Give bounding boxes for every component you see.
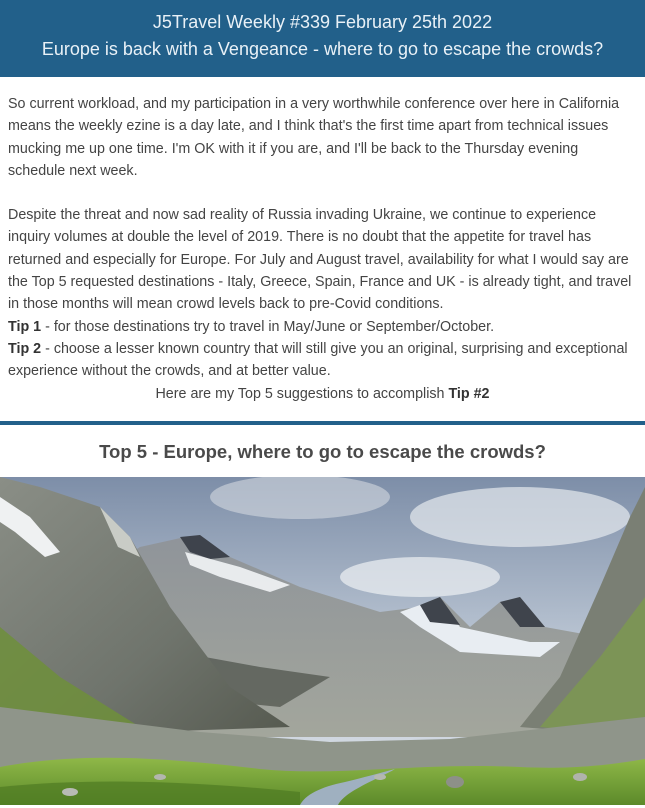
section-title: Top 5 - Europe, where to go to escape the crowds?: [99, 440, 546, 462]
newsletter-header: [0, 0, 645, 77]
suggestions-text: Here are my Top 5 suggestions to accomplish: [155, 385, 449, 402]
intro-body: [0, 77, 645, 405]
hero-image-mountain-valley[interactable]: [0, 477, 645, 805]
suggestions-bold: Tip #2: [448, 385, 490, 402]
tip-1-label: Tip 1: [8, 318, 42, 335]
intro-paragraph-2: Despite the threat and now sad reality of Russia invading Ukraine, we continue to experience inquiry volumes at double the level of 2019. There is no doubt that the appetite for travel has returned and especially for Europe. For July and August travel, availability for what I would say are the Top 5 requested destinations - Italy, Greece, Spain, France and UK - is already tight, and travel in those months will mean crowd levels back to pre-Covid conditions.: [8, 207, 632, 313]
tip-2: [8, 338, 637, 383]
tip-1: [8, 316, 637, 338]
intro-paragraph-1: So current workload, and my participation in a very worthwhile conference over here in California means the weekly ezine is a day late, and I think that's the first time apart from technical issues mucking me up one time. I'm OK with it if you are, and I'll be back to the Thursday evening schedule next week.: [8, 96, 620, 179]
landscape-illustration: [0, 477, 645, 805]
tip-1-text: - for those destinations try to travel in May/June or September/October.: [41, 318, 495, 335]
issue-title: J5Travel Weekly #339 February 25th 2022: [152, 12, 493, 32]
suggestions-line: [8, 383, 637, 405]
tip-2-label: Tip 2: [8, 340, 42, 357]
tip-2-text: - choose a lesser known country that will still give you an original, surprising and exceptional experience without the crowds, and at better value.: [8, 340, 628, 380]
issue-headline: Europe is back with a Vengeance - where to go to escape the crowds?: [41, 39, 604, 59]
